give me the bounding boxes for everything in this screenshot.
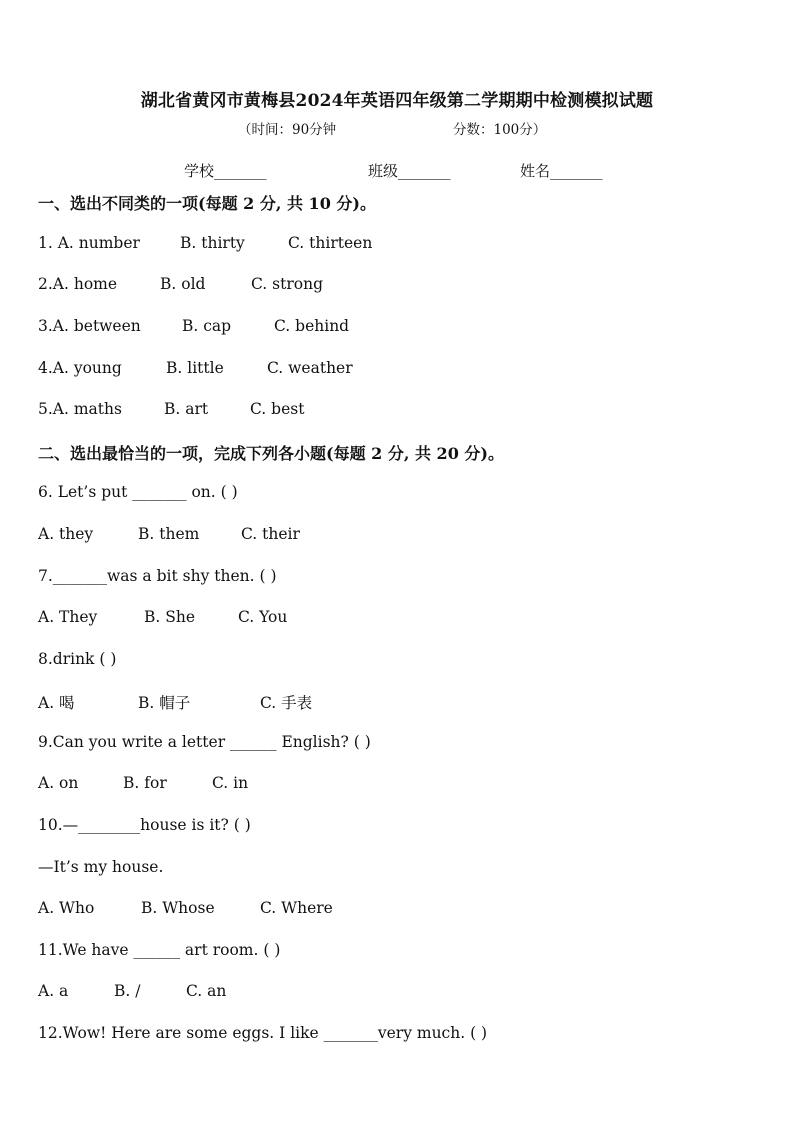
question-8: 8.drink ( ) (38, 650, 117, 668)
option-c: C. behind (274, 317, 350, 335)
option-b: B. little (166, 359, 224, 377)
option-a: A. on (38, 774, 79, 792)
question-number: 4. (38, 359, 53, 377)
exam-meta (238, 118, 547, 138)
question-11: 11.We have ______ art room. ( ) (38, 941, 281, 959)
name-field[interactable]: 姓名_______ (520, 162, 603, 180)
option-b: B. old (160, 275, 206, 293)
option-c: C. 手表 (260, 694, 313, 712)
option-b: B. 帽子 (138, 694, 191, 712)
option-c: C. in (212, 774, 249, 792)
question-2 (38, 275, 323, 293)
option-c: C. their (241, 525, 300, 543)
option-a: A. Who (38, 899, 95, 917)
option-b: B. She (144, 608, 196, 626)
question-9-options (38, 774, 249, 792)
option-c: C. Where (260, 899, 333, 917)
question-5 (38, 400, 305, 418)
option-b: B. them (138, 525, 200, 543)
option-a: A. they (38, 525, 94, 543)
question-11-options (38, 982, 227, 1000)
question-8-options (38, 691, 313, 713)
option-c: C. weather (267, 359, 353, 377)
question-6-options (38, 525, 300, 543)
class-field[interactable]: 班级_______ (368, 162, 451, 180)
question-10-options (38, 899, 333, 917)
option-a: A. young (52, 359, 122, 377)
option-b: B. for (123, 774, 167, 792)
question-4 (38, 359, 353, 377)
question-3 (38, 317, 350, 335)
option-a: A. between (52, 317, 141, 335)
section-2-heading: 二、选出最恰当的一项，完成下列各小题(每题 2 分, 共 20 分)。 (38, 444, 504, 463)
option-c: C. thirteen (288, 234, 373, 252)
time-info: （时间：90分钟 (238, 122, 337, 138)
option-c: C. You (238, 608, 288, 626)
option-a: A. number (57, 234, 140, 252)
question-12: 12.Wow! Here are some eggs. I like _______very much. ( ) (38, 1024, 488, 1042)
option-c: C. an (186, 982, 227, 1000)
option-c: C. best (250, 400, 305, 418)
option-a: A. maths (52, 400, 122, 418)
question-10-dialogue: —It’s my house. (38, 858, 164, 876)
school-field[interactable]: 学校_______ (184, 162, 267, 180)
question-10: 10.—________house is it? ( ) (38, 816, 251, 834)
question-7-options (38, 608, 288, 626)
section-1-heading: 一、选出不同类的一项(每题 2 分, 共 10 分)。 (38, 194, 376, 213)
option-a: A. a (38, 982, 69, 1000)
page-title: 湖北省黄冈市黄梅县2024年英语四年级第二学期期中检测模拟试题 (140, 91, 654, 111)
question-number: 1. (38, 234, 58, 252)
question-number: 2. (38, 275, 53, 293)
option-b: B. cap (182, 317, 232, 335)
option-b: B. thirty (180, 234, 245, 252)
question-7: 7._______was a bit shy then. ( ) (38, 567, 277, 585)
option-b: B. Whose (141, 899, 215, 917)
question-number: 3. (38, 317, 53, 335)
option-c: C. strong (251, 275, 323, 293)
question-9: 9.Can you write a letter ______ English? ( ) (38, 733, 371, 751)
option-b: B. / (114, 982, 141, 1000)
option-b: B. art (164, 400, 209, 418)
score-info: 分数：100分） (453, 122, 547, 138)
option-a: A. They (38, 608, 98, 626)
option-a: A. 喝 (38, 694, 75, 712)
question-6: 6. Let’s put _______ on. ( ) (38, 483, 238, 501)
question-number: 5. (38, 400, 53, 418)
question-1 (38, 234, 373, 252)
option-a: A. home (52, 275, 118, 293)
